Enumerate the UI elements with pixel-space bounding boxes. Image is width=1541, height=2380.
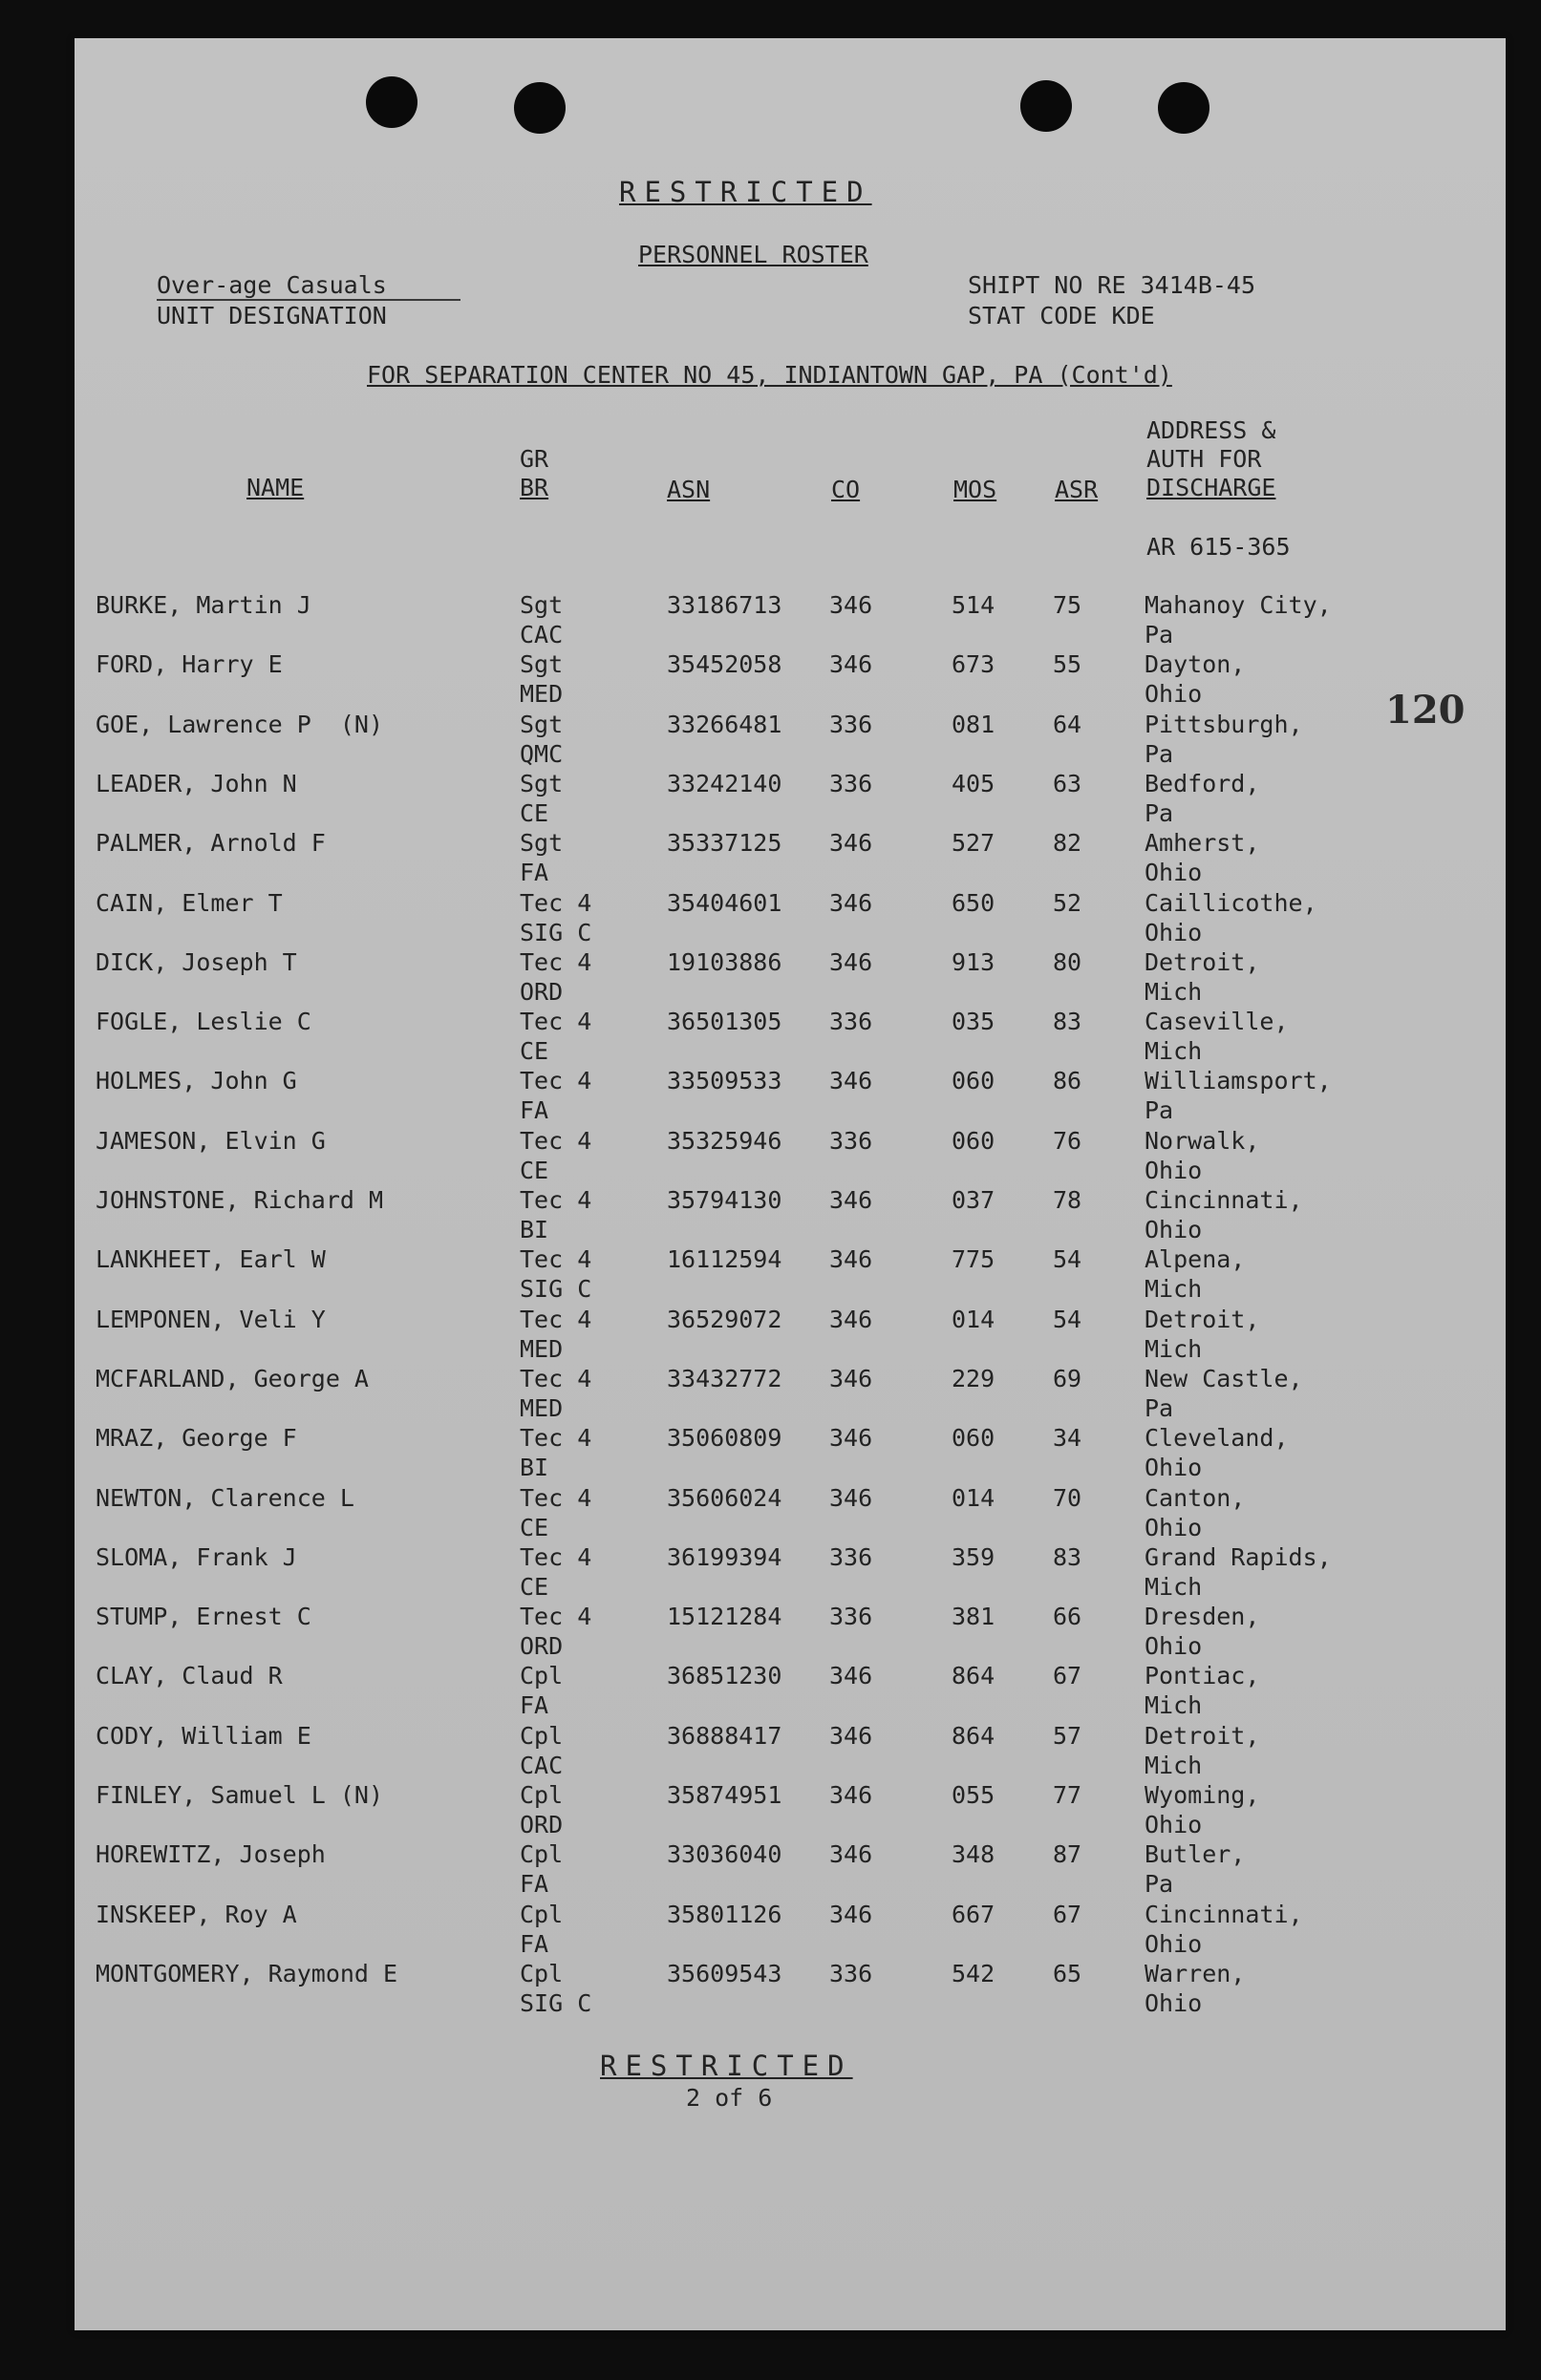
cell-branch: ORD [520,1632,564,1661]
cell-branch: CAC [520,1751,564,1779]
cell-state: Pa [1145,1096,1174,1125]
cell-city: Alpena, [1145,1245,1246,1274]
cell-mos: 864 [952,1662,995,1690]
cell-city: Cincinnati, [1145,1900,1303,1928]
cell-city: Caseville, [1145,1008,1289,1036]
cell-asn: 35801126 [667,1900,782,1928]
cell-name: MCFARLAND, George A [96,1364,369,1392]
cell-co: 346 [829,1364,873,1392]
cell-mos: 514 [952,591,995,619]
cell-asr: 54 [1053,1305,1082,1333]
cell-grade: Cpl [520,1840,564,1869]
cell-asr: 55 [1053,650,1082,679]
cell-asn: 35874951 [667,1781,782,1809]
cell-city: Canton, [1145,1483,1246,1512]
cell-city: Butler, [1145,1840,1246,1869]
table-row [75,828,1508,887]
punch-hole [1020,80,1072,132]
document-title: PERSONNEL ROSTER [638,241,868,268]
cell-city: Pittsburgh, [1145,710,1303,738]
page-stamp-number: 120 [1385,688,1466,733]
cell-asr: 66 [1053,1603,1082,1631]
cell-asn: 36851230 [667,1662,782,1690]
cell-co: 346 [829,650,873,679]
cell-city: Caillicothe, [1145,888,1317,917]
cell-asn: 33432772 [667,1364,782,1392]
cell-asr: 69 [1053,1364,1082,1392]
cell-co: 346 [829,1662,873,1690]
cell-branch: FA [520,1870,549,1899]
cell-city: Cincinnati, [1145,1186,1303,1214]
cell-asr: 83 [1053,1008,1082,1036]
cell-grade: Tec 4 [520,1186,592,1214]
cell-co: 346 [829,888,873,917]
cell-asr: 34 [1053,1424,1082,1453]
cell-city: Grand Rapids, [1145,1542,1332,1571]
cell-mos: 864 [952,1721,995,1750]
roster-sheet [75,38,1506,2330]
cell-branch: CE [520,1513,549,1541]
page-number: 2 of 6 [686,2084,773,2112]
cell-branch: CE [520,1037,549,1066]
col-branch-header: BR [520,474,549,501]
cell-asn: 15121284 [667,1603,782,1631]
cell-asr: 70 [1053,1483,1082,1512]
cell-grade: Tec 4 [520,1305,592,1333]
punch-hole [1158,82,1209,134]
cell-co: 336 [829,1959,873,1987]
table-row [75,1721,1508,1780]
cell-city: Amherst, [1145,829,1260,858]
cell-asr: 80 [1053,947,1082,976]
cell-mos: 348 [952,1840,995,1869]
cell-grade: Cpl [520,1959,564,1987]
cell-co: 336 [829,769,873,797]
col-name-header: NAME [246,474,305,501]
cell-co: 346 [829,1900,873,1928]
cell-grade: Tec 4 [520,1067,592,1095]
cell-grade: Tec 4 [520,1424,592,1453]
cell-branch: ORD [520,1811,564,1838]
unit-designation-label: UNIT DESIGNATION [157,302,387,329]
unit-underline [157,299,460,301]
cell-branch: SIG C [520,1275,592,1304]
cell-asn: 36199394 [667,1542,782,1571]
cell-state: Pa [1145,1870,1174,1899]
col-asn-header: ASN [667,476,711,503]
cell-state: Ohio [1145,1216,1203,1243]
cell-grade: Sgt [520,710,564,738]
cell-mos: 060 [952,1424,995,1453]
cell-co: 346 [829,947,873,976]
cell-asn: 35606024 [667,1483,782,1512]
cell-asn: 35452058 [667,650,782,679]
cell-branch: FA [520,1096,549,1125]
cell-name: JAMESON, Elvin G [96,1126,326,1155]
cell-city: Detroit, [1145,1721,1260,1750]
cell-grade: Cpl [520,1721,564,1750]
cell-name: LEMPONEN, Veli Y [96,1305,326,1333]
cell-name: LEADER, John N [96,769,297,797]
table-row [75,1364,1508,1423]
cell-name: CLAY, Claud R [96,1662,283,1690]
cell-state: Ohio [1145,1632,1203,1661]
cell-mos: 650 [952,888,995,917]
cell-grade: Tec 4 [520,1483,592,1512]
cell-grade: Tec 4 [520,1542,592,1571]
table-row [75,1483,1508,1542]
table-row [75,1602,1508,1661]
table-row [75,710,1508,769]
punch-hole [366,76,417,128]
cell-city: Williamsport, [1145,1067,1332,1095]
cell-branch: CE [520,1572,549,1601]
cell-mos: 381 [952,1603,995,1631]
cell-state: Ohio [1145,1929,1203,1958]
cell-grade: Cpl [520,1662,564,1690]
cell-mos: 055 [952,1781,995,1809]
cell-state: Mich [1145,1275,1203,1304]
stat-code: STAT CODE KDE [968,302,1155,329]
col-co-header: CO [831,476,861,503]
cell-asn: 33266481 [667,710,782,738]
cell-asr: 54 [1053,1245,1082,1274]
cell-asr: 78 [1053,1186,1082,1214]
cell-grade: Tec 4 [520,947,592,976]
cell-asn: 33186713 [667,591,782,619]
cell-asn: 33509533 [667,1067,782,1095]
cell-mos: 913 [952,947,995,976]
cell-name: CODY, William E [96,1721,311,1750]
cell-branch: MED [520,1334,564,1363]
cell-co: 346 [829,1305,873,1333]
cell-mos: 775 [952,1245,995,1274]
cell-co: 346 [829,1424,873,1453]
col-address-header-2: AUTH FOR [1146,445,1262,473]
cell-state: Pa [1145,621,1174,648]
cell-asr: 75 [1053,591,1082,619]
cell-co: 336 [829,710,873,738]
cell-grade: Tec 4 [520,1364,592,1392]
cell-name: MRAZ, George F [96,1424,297,1453]
cell-state: Ohio [1145,1811,1203,1838]
table-row [75,1423,1508,1482]
punch-hole [514,82,566,134]
cell-asn: 35404601 [667,888,782,917]
cell-state: Ohio [1145,680,1203,709]
cell-city: New Castle, [1145,1364,1303,1392]
cell-branch: CE [520,1156,549,1184]
cell-co: 346 [829,1245,873,1274]
cell-asr: 83 [1053,1542,1082,1571]
table-row [75,769,1508,828]
table-row [75,649,1508,709]
cell-mos: 060 [952,1067,995,1095]
cell-branch: FA [520,1929,549,1958]
cell-name: FOGLE, Leslie C [96,1008,311,1036]
cell-asr: 57 [1053,1721,1082,1750]
cell-name: GOE, Lawrence P (N) [96,710,384,738]
cell-state: Pa [1145,739,1174,768]
cell-asn: 36888417 [667,1721,782,1750]
cell-co: 346 [829,1067,873,1095]
discharge-authority: AR 615-365 [1146,533,1291,561]
cell-city: Dayton, [1145,650,1246,679]
classification-header: RESTRICTED [619,176,872,208]
cell-name: FINLEY, Samuel L (N) [96,1781,384,1809]
cell-grade: Tec 4 [520,1603,592,1631]
table-row [75,1900,1508,1959]
cell-co: 336 [829,1008,873,1036]
cell-city: Detroit, [1145,1305,1260,1333]
table-row [75,888,1508,947]
cell-asr: 77 [1053,1781,1082,1809]
table-row [75,1959,1508,2018]
table-row [75,1542,1508,1602]
cell-asn: 33242140 [667,769,782,797]
table-row [75,1244,1508,1304]
cell-asn: 35325946 [667,1126,782,1155]
unit-designation-value: Over-age Casuals [157,271,387,299]
cell-state: Mich [1145,1691,1203,1720]
destination-line: FOR SEPARATION CENTER NO 45, INDIANTOWN GAP, PA (Cont'd) [367,361,1172,389]
cell-city: Warren, [1145,1959,1246,1987]
cell-name: STUMP, Ernest C [96,1603,311,1631]
cell-co: 346 [829,1186,873,1214]
cell-branch: MED [520,680,564,709]
cell-city: Mahanoy City, [1145,591,1332,619]
cell-name: CAIN, Elmer T [96,888,283,917]
cell-co: 346 [829,829,873,858]
cell-mos: 673 [952,650,995,679]
cell-name: NEWTON, Clarence L [96,1483,354,1512]
cell-asn: 35794130 [667,1186,782,1214]
col-address-header-3: DISCHARGE [1146,474,1276,501]
cell-branch: BI [520,1216,549,1243]
cell-asr: 65 [1053,1959,1082,1987]
cell-name: FORD, Harry E [96,650,283,679]
cell-asr: 63 [1053,769,1082,797]
cell-state: Ohio [1145,918,1203,946]
cell-asr: 82 [1053,829,1082,858]
cell-asn: 16112594 [667,1245,782,1274]
cell-asn: 33036040 [667,1840,782,1869]
cell-name: HOREWITZ, Joseph [96,1840,326,1869]
cell-city: Cleveland, [1145,1424,1289,1453]
cell-state: Mich [1145,1572,1203,1601]
cell-city: Wyoming, [1145,1781,1260,1809]
cell-asn: 36529072 [667,1305,782,1333]
cell-state: Ohio [1145,1988,1203,2017]
cell-grade: Tec 4 [520,1126,592,1155]
cell-co: 336 [829,1126,873,1155]
col-grade-header: GR [520,445,549,473]
cell-grade: Tec 4 [520,888,592,917]
cell-branch: FA [520,859,549,887]
table-row [75,1780,1508,1839]
col-asr-header: ASR [1055,476,1099,503]
cell-mos: 037 [952,1186,995,1214]
cell-co: 346 [829,1483,873,1512]
cell-branch: CE [520,798,549,827]
cell-branch: FA [520,1691,549,1720]
cell-state: Mich [1145,977,1203,1006]
cell-city: Dresden, [1145,1603,1260,1631]
cell-branch: SIG C [520,918,592,946]
table-row [75,590,1508,649]
cell-branch: CAC [520,621,564,648]
cell-mos: 081 [952,710,995,738]
cell-branch: QMC [520,739,564,768]
cell-city: Bedford, [1145,769,1260,797]
cell-co: 346 [829,591,873,619]
cell-asr: 86 [1053,1067,1082,1095]
cell-mos: 667 [952,1900,995,1928]
cell-grade: Sgt [520,769,564,797]
cell-name: BURKE, Martin J [96,591,311,619]
cell-state: Ohio [1145,1156,1203,1184]
cell-city: Detroit, [1145,947,1260,976]
cell-name: HOLMES, John G [96,1067,297,1095]
shipment-number: SHIPT NO RE 3414B-45 [968,271,1256,299]
table-row [75,1126,1508,1185]
cell-mos: 229 [952,1364,995,1392]
cell-asr: 52 [1053,888,1082,917]
cell-asn: 35060809 [667,1424,782,1453]
table-row [75,947,1508,1007]
cell-name: DICK, Joseph T [96,947,297,976]
cell-branch: ORD [520,977,564,1006]
cell-branch: SIG C [520,1988,592,2017]
cell-name: SLOMA, Frank J [96,1542,297,1571]
table-row [75,1007,1508,1066]
cell-asr: 67 [1053,1900,1082,1928]
cell-mos: 014 [952,1305,995,1333]
table-row [75,1305,1508,1364]
cell-name: INSKEEP, Roy A [96,1900,297,1928]
cell-asn: 35609543 [667,1959,782,1987]
cell-grade: Sgt [520,829,564,858]
cell-city: Norwalk, [1145,1126,1260,1155]
cell-co: 346 [829,1840,873,1869]
cell-mos: 014 [952,1483,995,1512]
cell-mos: 035 [952,1008,995,1036]
cell-asr: 64 [1053,710,1082,738]
cell-state: Mich [1145,1037,1203,1066]
table-row [75,1839,1508,1899]
cell-asr: 76 [1053,1126,1082,1155]
cell-asn: 36501305 [667,1008,782,1036]
cell-grade: Sgt [520,650,564,679]
cell-grade: Sgt [520,591,564,619]
cell-co: 336 [829,1542,873,1571]
cell-grade: Tec 4 [520,1245,592,1274]
table-row [75,1185,1508,1244]
table-row [75,1066,1508,1125]
cell-state: Pa [1145,798,1174,827]
cell-mos: 060 [952,1126,995,1155]
cell-co: 346 [829,1721,873,1750]
cell-asr: 87 [1053,1840,1082,1869]
cell-mos: 359 [952,1542,995,1571]
cell-co: 336 [829,1603,873,1631]
cell-name: MONTGOMERY, Raymond E [96,1959,398,1987]
cell-name: PALMER, Arnold F [96,829,326,858]
cell-state: Ohio [1145,1454,1203,1482]
cell-state: Ohio [1145,1513,1203,1541]
cell-grade: Tec 4 [520,1008,592,1036]
cell-state: Mich [1145,1334,1203,1363]
cell-asn: 35337125 [667,829,782,858]
cell-asn: 19103886 [667,947,782,976]
cell-state: Ohio [1145,859,1203,887]
col-address-header-1: ADDRESS & [1146,416,1276,444]
cell-mos: 527 [952,829,995,858]
cell-name: LANKHEET, Earl W [96,1245,326,1274]
classification-footer: RESTRICTED [600,2050,853,2082]
cell-state: Pa [1145,1393,1174,1422]
cell-co: 346 [829,1781,873,1809]
cell-mos: 542 [952,1959,995,1987]
cell-branch: BI [520,1454,549,1482]
cell-state: Mich [1145,1751,1203,1779]
table-row [75,1661,1508,1720]
col-mos-header: MOS [953,476,997,503]
cell-asr: 67 [1053,1662,1082,1690]
cell-grade: Cpl [520,1781,564,1809]
cell-city: Pontiac, [1145,1662,1260,1690]
cell-branch: MED [520,1393,564,1422]
cell-mos: 405 [952,769,995,797]
cell-name: JOHNSTONE, Richard M [96,1186,384,1214]
cell-grade: Cpl [520,1900,564,1928]
